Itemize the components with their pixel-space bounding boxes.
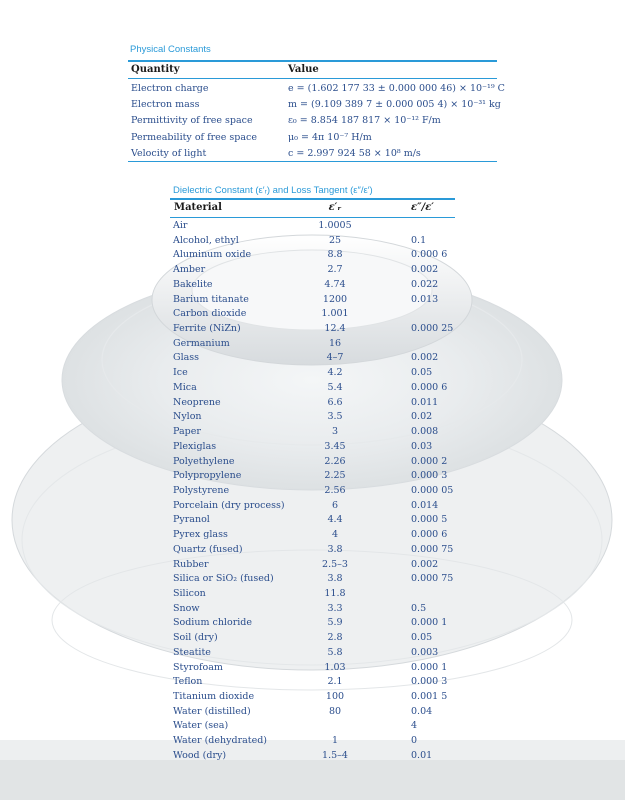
material-name: Polyethylene — [173, 455, 235, 467]
loss-tangent-value: 0.000 2 — [411, 455, 448, 467]
loss-tangent-value: 0.008 — [411, 426, 439, 438]
material-name: Polystyrene — [173, 484, 230, 496]
material-name: Water (distilled) — [173, 705, 251, 717]
dielectric-constant-value: 1.001 — [321, 308, 349, 320]
material-name: Polypropylene — [173, 470, 242, 482]
material-name: Sodium chloride — [173, 617, 252, 629]
dielectric-constant-value: 4.4 — [327, 514, 343, 526]
loss-tangent-value: 4 — [411, 720, 418, 732]
material-name: Ice — [173, 367, 188, 379]
constant-quantity: Velocity of light — [131, 147, 207, 159]
physical-constants-top-rule — [128, 60, 497, 62]
constant-quantity: Electron charge — [131, 83, 209, 94]
loss-tangent-value: 0.000 1 — [411, 661, 448, 673]
constant-value: e = (1.602 177 33 ± 0.000 000 46) × 10⁻¹⁹ C — [288, 83, 505, 94]
material-name: Water (dehydrated) — [173, 735, 268, 747]
loss-tangent-value: 0.000 75 — [411, 573, 454, 585]
material-name: Ferrite (NiZn) — [173, 323, 241, 335]
dielectric-constant-value: 2.8 — [327, 632, 343, 644]
material-name: Neoprene — [173, 396, 221, 408]
loss-tangent-value: 0.000 3 — [411, 676, 448, 688]
dielectric-constant-value: 1.03 — [324, 661, 346, 673]
dielectric-constant-value: 1200 — [322, 293, 348, 305]
loss-tangent-value: 0.000 25 — [411, 323, 454, 335]
loss-tangent-value: 0.04 — [411, 705, 433, 717]
physical-constants-header-rule — [128, 78, 497, 79]
loss-tangent-value: 0.1 — [411, 234, 427, 246]
loss-tangent-value: 0.002 — [411, 352, 439, 364]
physical-constants-bottom-rule — [128, 161, 497, 162]
material-name: Bakelite — [173, 278, 213, 290]
material-name: Glass — [173, 352, 200, 364]
dielectric-constant-value: 3.45 — [324, 440, 346, 452]
dielectric-constant-value: 4.2 — [327, 367, 343, 379]
material-name: Germanium — [173, 337, 230, 349]
dielectric-constant-value: 2.7 — [327, 264, 343, 276]
column-header-dielectric-constant: ε′ᵣ — [328, 202, 342, 213]
loss-tangent-value: 0.011 — [411, 396, 439, 408]
material-name: Rubber — [173, 558, 209, 570]
dielectric-table-top-rule — [170, 198, 455, 200]
material-name: Wood (dry) — [173, 749, 227, 761]
physical-constants-title: Physical Constants — [130, 44, 211, 55]
dielectric-constant-value: 3.5 — [327, 411, 343, 423]
loss-tangent-value: 0.002 — [411, 558, 439, 570]
constant-value: c = 2.997 924 58 × 10⁸ m/s — [288, 147, 421, 159]
loss-tangent-value: 0.000 75 — [411, 543, 454, 555]
dielectric-table-header-rule — [170, 217, 455, 218]
dielectric-constant-value: 6 — [331, 499, 339, 511]
dielectric-constant-value: 80 — [328, 705, 342, 717]
constant-value: μ₀ = 4π 10⁻⁷ H/m — [288, 131, 372, 143]
dielectric-constant-value: 3 — [331, 426, 339, 438]
constant-quantity: Permeability of free space — [131, 131, 257, 143]
loss-tangent-value: 0.5 — [411, 602, 427, 614]
loss-tangent-value: 0.013 — [411, 293, 439, 305]
material-name: Carbon dioxide — [173, 308, 247, 320]
loss-tangent-value: 0.000 05 — [411, 484, 454, 496]
loss-tangent-value: 0 — [411, 735, 418, 747]
loss-tangent-value: 0.05 — [411, 632, 433, 644]
material-name: Silica or SiO₂ (fused) — [173, 573, 274, 585]
material-name: Pyrex glass — [173, 529, 228, 541]
loss-tangent-value: 0.000 1 — [411, 617, 448, 629]
material-name: Alcohol, ethyl — [173, 234, 239, 246]
column-header-quantity: Quantity — [131, 64, 180, 75]
dielectric-constant-value: 3.8 — [327, 573, 343, 585]
dielectric-constant-value: 5.4 — [327, 381, 343, 393]
constant-value: m = (9.109 389 7 ± 0.000 005 4) × 10⁻³¹ kg — [288, 99, 501, 111]
loss-tangent-value: 0.000 6 — [411, 529, 448, 541]
constant-quantity: Permittivity of free space — [131, 115, 253, 127]
dielectric-constant-value: 1 — [331, 735, 339, 747]
dielectric-constant-value: 100 — [325, 691, 345, 703]
dielectric-constant-value: 3.3 — [327, 602, 343, 614]
material-name: Amber — [173, 264, 206, 276]
column-header-loss-tangent: ε″/ε′ — [411, 202, 434, 213]
dielectric-constant-value: 2.26 — [324, 455, 346, 467]
column-header-value: Value — [288, 64, 319, 75]
loss-tangent-value: 0.05 — [411, 367, 433, 379]
dielectric-constant-value: 2.25 — [324, 470, 346, 482]
dielectric-constant-value: 4–7 — [326, 352, 344, 364]
loss-tangent-value: 0.003 — [411, 646, 439, 658]
loss-tangent-value: 0.000 6 — [411, 249, 448, 261]
loss-tangent-value: 0.000 3 — [411, 470, 448, 482]
material-name: Aluminum oxide — [173, 249, 252, 261]
loss-tangent-value: 0.01 — [411, 749, 433, 761]
dielectric-constant-value: 5.9 — [327, 617, 343, 629]
loss-tangent-value: 0.000 5 — [411, 514, 448, 526]
dielectric-constant-value: 3.8 — [327, 543, 343, 555]
constant-quantity: Electron mass — [131, 99, 200, 111]
material-name: Styrofoam — [173, 661, 223, 673]
column-header-material: Material — [174, 202, 222, 213]
material-name: Nylon — [173, 411, 202, 423]
dielectric-constant-value: 25 — [328, 234, 342, 246]
loss-tangent-value: 0.022 — [411, 278, 439, 290]
material-name: Quartz (fused) — [173, 543, 243, 555]
material-name: Titanium dioxide — [173, 691, 255, 703]
material-name: Silicon — [173, 588, 206, 599]
dielectric-constant-value: 11.8 — [324, 588, 346, 599]
dielectric-table-title: Dielectric Constant (ε′ᵣ) and Loss Tangent (ε″/ε′) — [173, 185, 373, 196]
dielectric-constant-value: 16 — [328, 337, 342, 349]
dielectric-constant-value: 2.56 — [324, 484, 346, 496]
material-name: Plexiglas — [173, 440, 217, 452]
material-name: Porcelain (dry process) — [173, 499, 285, 511]
material-name: Steatite — [173, 646, 211, 658]
material-name: Air — [173, 220, 188, 231]
dielectric-constant-value: 2.1 — [327, 676, 343, 688]
material-name: Soil (dry) — [173, 632, 218, 644]
material-name: Pyranol — [173, 514, 210, 526]
material-name: Water (sea) — [173, 720, 229, 732]
dielectric-constant-value: 8.8 — [327, 249, 343, 261]
material-name: Snow — [173, 602, 200, 614]
dielectric-constant-value: 6.6 — [327, 396, 343, 408]
loss-tangent-value: 0.02 — [411, 411, 433, 423]
dielectric-constant-value: 4 — [331, 529, 339, 541]
dielectric-constant-value: 12.4 — [324, 323, 346, 335]
loss-tangent-value: 0.002 — [411, 264, 439, 276]
loss-tangent-value: 0.014 — [411, 499, 439, 511]
dielectric-constant-value: 2.5–3 — [322, 558, 348, 570]
material-name: Teflon — [173, 676, 203, 688]
dielectric-constant-value: 1.5–4 — [322, 749, 348, 761]
loss-tangent-value: 0.001 5 — [411, 691, 448, 703]
dielectric-constant-value: 1.0005 — [318, 220, 352, 231]
material-name: Paper — [173, 426, 201, 438]
dielectric-constant-value: 4.74 — [324, 278, 346, 290]
loss-tangent-value: 0.03 — [411, 440, 433, 452]
loss-tangent-value: 0.000 6 — [411, 381, 448, 393]
dielectric-constant-value: 5.8 — [327, 646, 343, 658]
material-name: Mica — [173, 381, 197, 393]
material-name: Barium titanate — [173, 293, 249, 305]
constant-value: ε₀ = 8.854 187 817 × 10⁻¹² F/m — [288, 115, 441, 127]
